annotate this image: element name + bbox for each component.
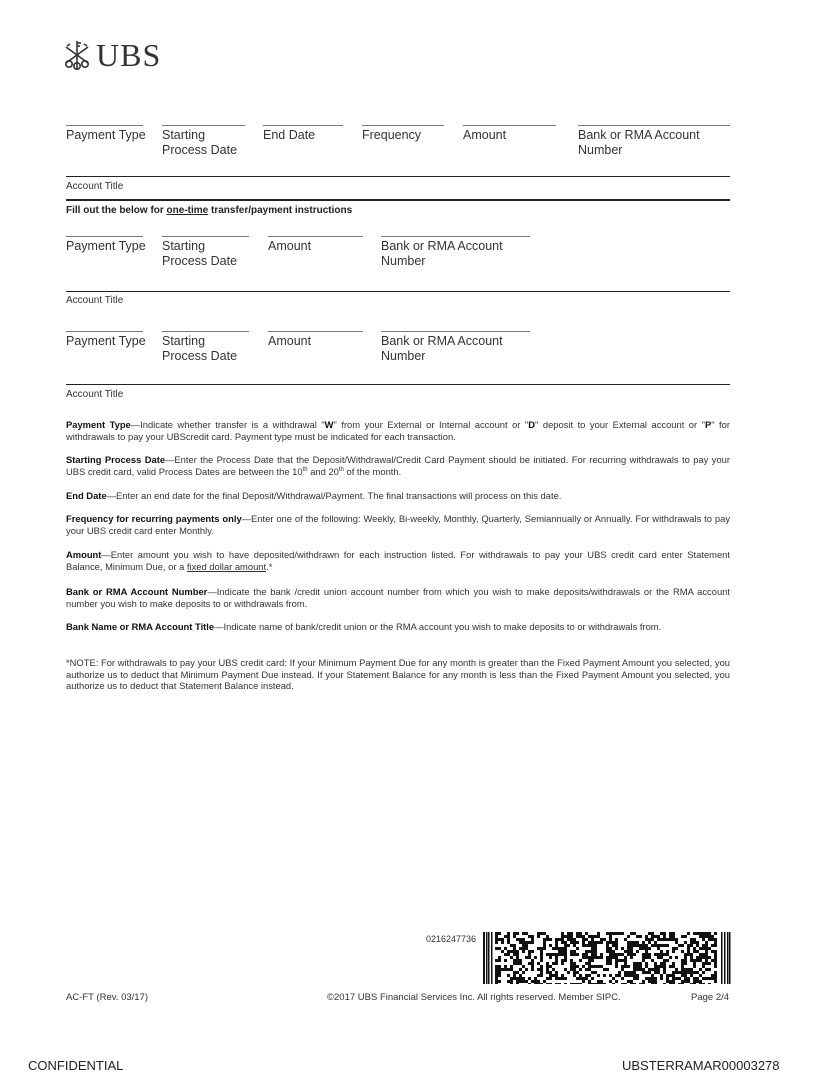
- confidential-stamp: CONFIDENTIAL: [28, 1058, 124, 1073]
- header-starting-process-date: Starting Process Date: [162, 128, 238, 157]
- header-bank-account-number: Bank or RMA Account Number: [381, 239, 503, 268]
- header-amount: Amount: [463, 128, 507, 142]
- copyright-text: ©2017 UBS Financial Services Inc. All rights reserved. Member SIPC.: [327, 992, 621, 1003]
- header-starting-process-date: Starting Process Date: [162, 239, 238, 268]
- header-amount: Amount: [268, 239, 312, 253]
- header-end-date: End Date: [263, 128, 316, 142]
- field-line: [66, 331, 143, 332]
- account-title-label: Account Title: [66, 181, 124, 192]
- barcode-image: [483, 932, 731, 984]
- instruction-bank-account-number: Bank or RMA Account Number—Indicate the bank /credit union account number from which you wish to make deposits/withdrawals or the RMA account number you wish to make deposits to or withdrawals from.: [66, 586, 730, 609]
- bates-number: UBSTERRAMAR00003278: [622, 1058, 780, 1073]
- field-line: [263, 125, 343, 126]
- one-time-section-title: Fill out the below for one-time transfer/payment instructions: [66, 205, 353, 216]
- keys-emblem-icon: [62, 39, 92, 71]
- note-paragraph: *NOTE: For withdrawals to pay your UBS credit card: If your Minimum Payment Due for any month is greater than the Fixed Payment Amount you selected, you authorize us to deduct that Minimum Payment Due instead. If your Statement Balance for any month is less than the Fixed Payment Amount you selected, you authorize us to deduct that Statement Balance instead.: [66, 657, 730, 691]
- field-line: [162, 125, 245, 126]
- field-line: [66, 236, 143, 237]
- divider: [66, 199, 730, 201]
- account-title-label: Account Title: [66, 389, 124, 400]
- divider: [66, 384, 730, 385]
- divider: [66, 176, 730, 177]
- instruction-amount: Amount—Enter amount you wish to have deposited/withdrawn for each instruction listed. For withdrawals to pay your UBS credit card enter Statement Balance, Minimum Due, or a fixed dollar amount.*: [66, 549, 730, 572]
- instruction-bank-account-title: Bank Name or RMA Account Title—Indicate name of bank/credit union or the RMA account you wish to make deposits to or withdrawals from.: [66, 621, 662, 632]
- field-line: [162, 331, 249, 332]
- instruction-frequency: Frequency for recurring payments only—Enter one of the following: Weekly, Bi-weekly, Monthly, Quarterly, Semiannually or Annually. For withdrawals to pay your UBS credit card enter Monthly.: [66, 513, 731, 536]
- account-title-label: Account Title: [66, 295, 124, 306]
- logo-text: UBS: [96, 36, 162, 73]
- form-id: AC-FT (Rev. 03/17): [66, 992, 149, 1003]
- ubs-logo: [62, 38, 161, 72]
- barcode-number: 0216247736: [426, 934, 477, 944]
- header-bank-account-number: Bank or RMA Account Number: [381, 334, 503, 363]
- divider: [66, 291, 730, 292]
- header-amount: Amount: [268, 334, 312, 348]
- header-payment-type: Payment Type: [66, 334, 146, 348]
- instruction-payment-type: Payment Type—Indicate whether transfer is a withdrawal "W" from your External or Internal account or "D" deposit to your External account or "P" for withdrawals to pay your UBScredit card. Payment type must be indicated for each transaction.: [66, 419, 730, 442]
- field-line: [381, 236, 530, 237]
- field-line: [268, 236, 363, 237]
- field-line: [463, 125, 556, 126]
- field-line: [381, 331, 530, 332]
- header-payment-type: Payment Type: [66, 239, 146, 253]
- page-number: Page 2/4: [691, 992, 730, 1003]
- field-line: [268, 331, 363, 332]
- field-line: [362, 125, 444, 126]
- instruction-end-date: End Date—Enter an end date for the final Deposit/Withdrawal/Payment. The final transactions will process on this date.: [66, 490, 562, 501]
- instruction-starting-process-date: Starting Process Date—Enter the Process Date that the Deposit/Withdrawal/Credit Card Payment should be initiated. For recurring withdrawals to pay your UBS credit card, valid Process Dates are between the 10th and 20th of the month.: [66, 454, 730, 477]
- header-frequency: Frequency: [362, 128, 422, 142]
- header-starting-process-date: Starting Process Date: [162, 334, 238, 363]
- header-bank-account-number: Bank or RMA Account Number: [578, 128, 700, 157]
- header-payment-type: Payment Type: [66, 128, 146, 142]
- field-line: [162, 236, 249, 237]
- field-line: [66, 125, 143, 126]
- field-line: [578, 125, 730, 126]
